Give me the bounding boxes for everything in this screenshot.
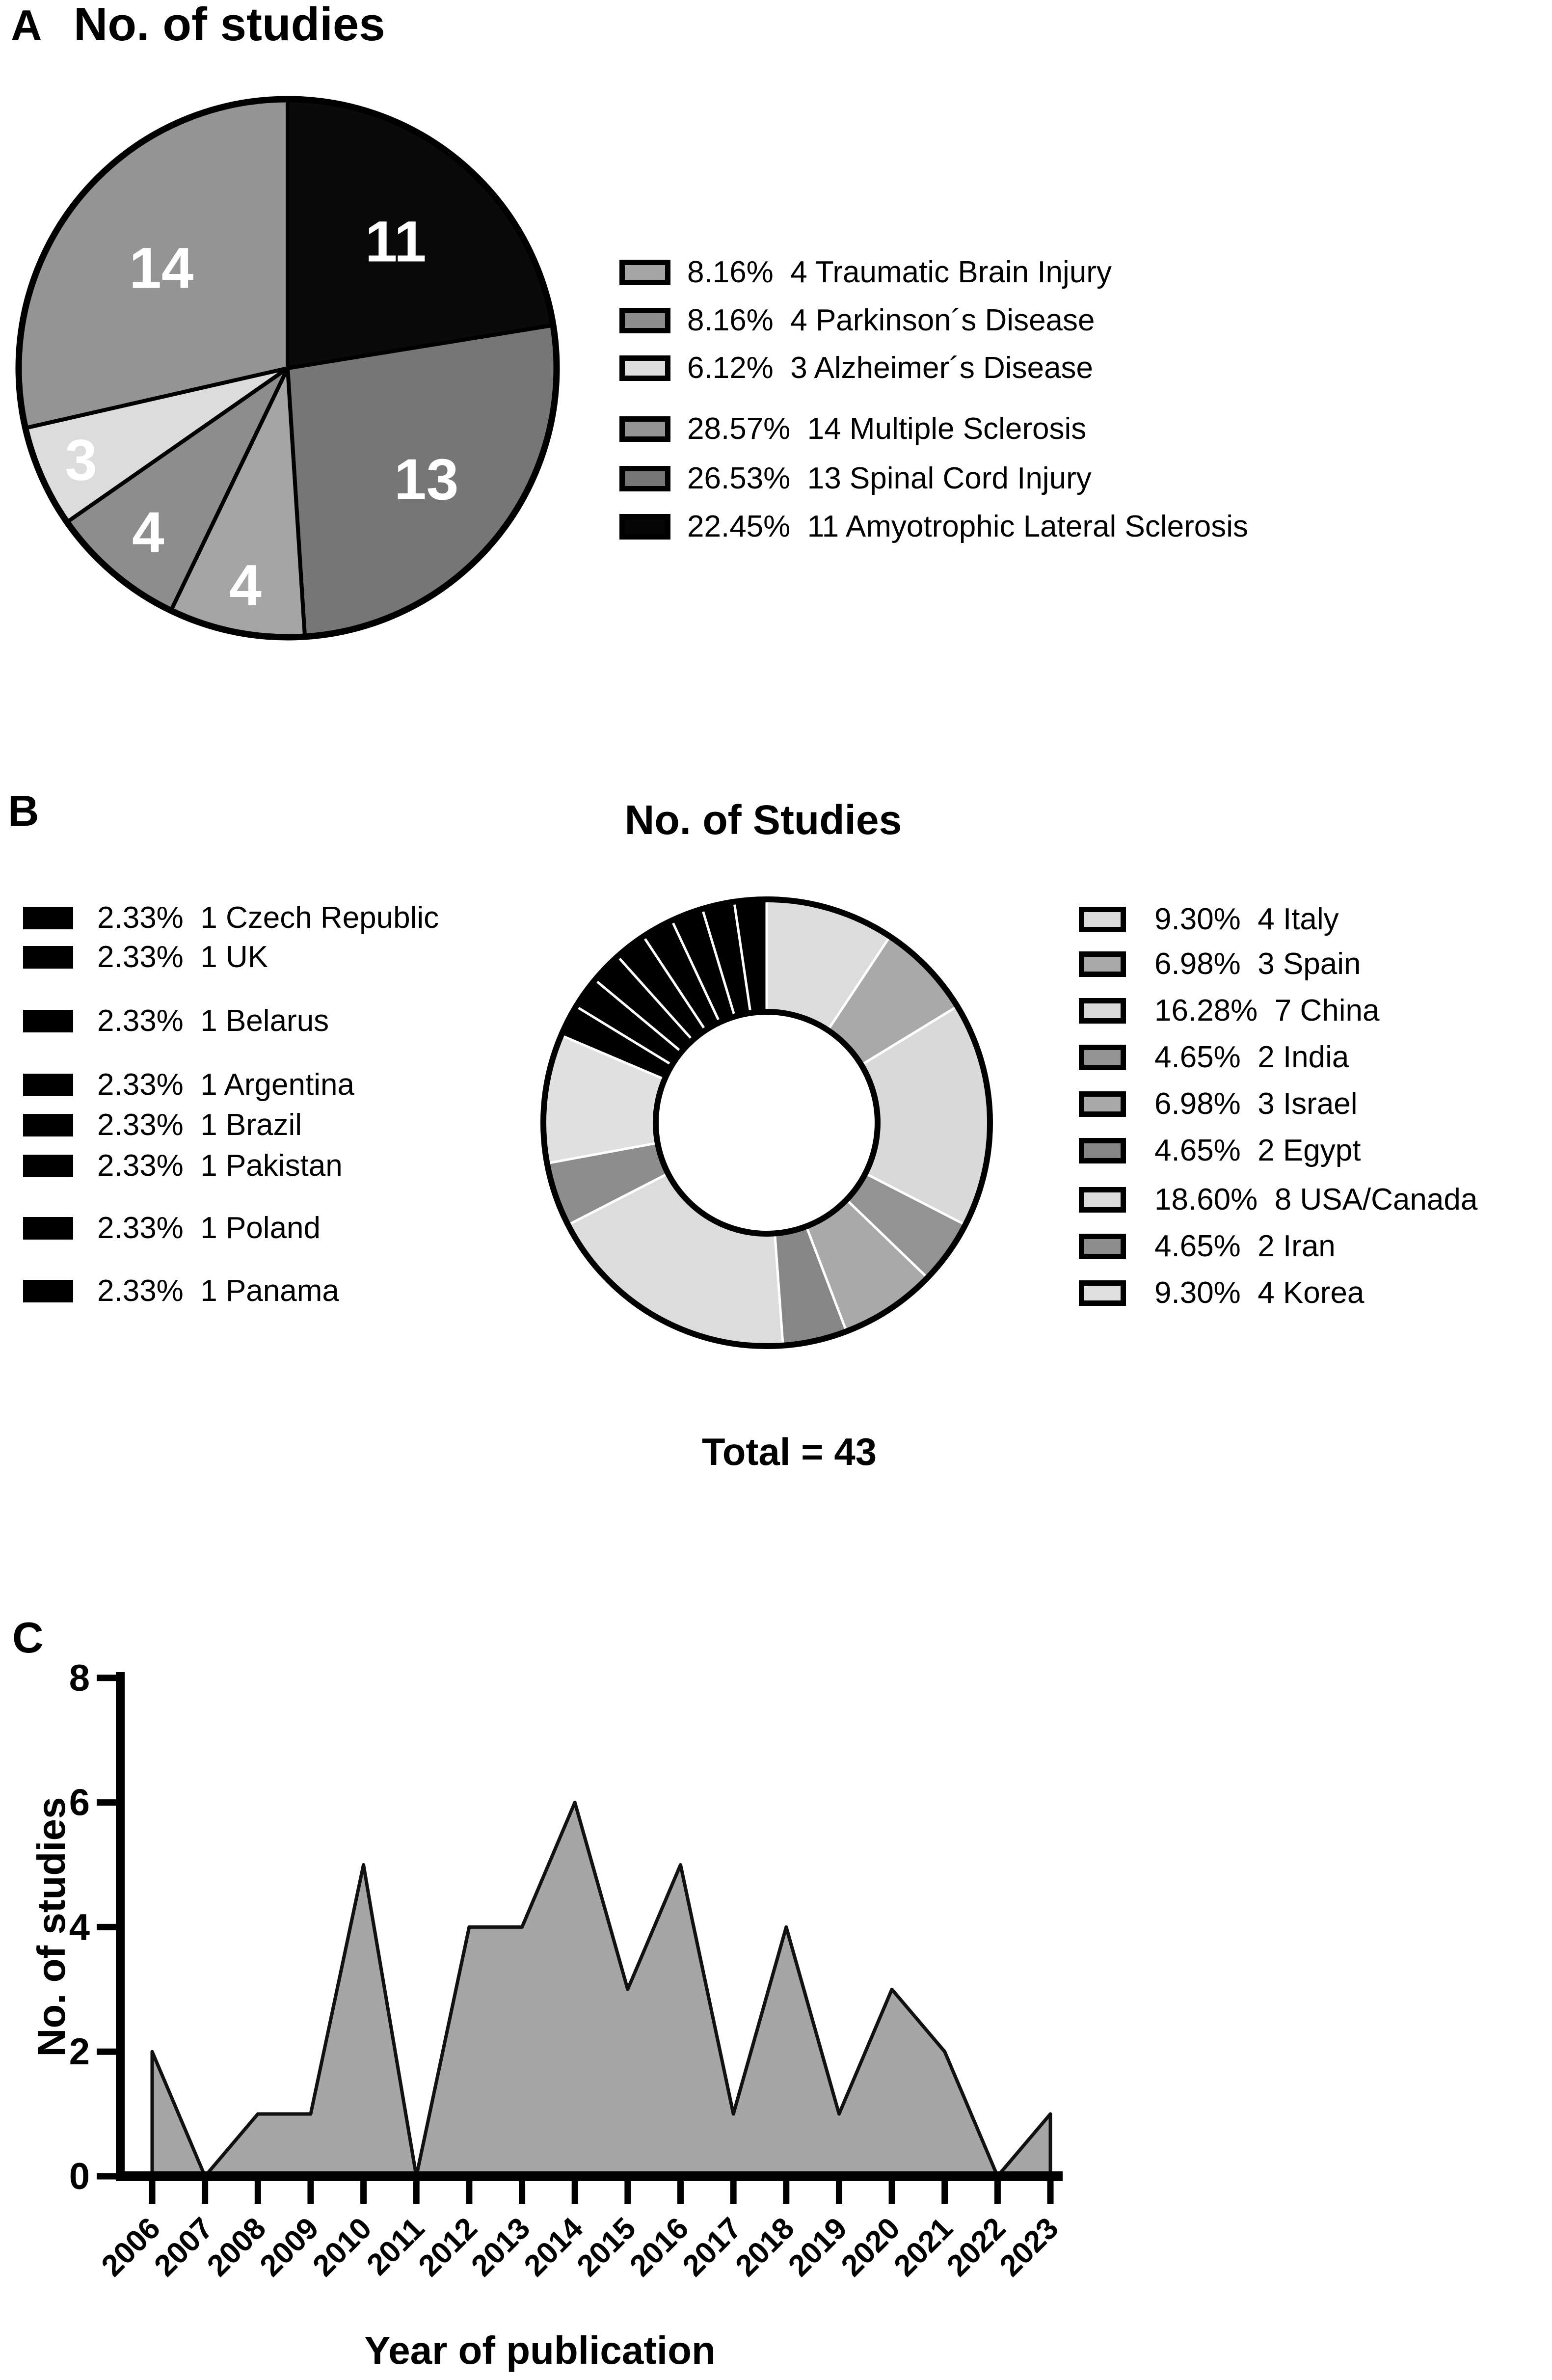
x-axis-year-label: 2023 [993, 2211, 1065, 2283]
legend-label-argentina: 2.33% 1 Argentina [97, 1068, 354, 1102]
legend-swatch-india [1079, 1045, 1126, 1070]
legend-label-china: 16.28% 7 China [1154, 994, 1380, 1028]
panel-b-letter: B [8, 786, 39, 835]
legend-swatch-parkinson-s-disease [619, 308, 670, 333]
legend-label-egypt: 4.65% 2 Egypt [1154, 1134, 1361, 1167]
legend-label-parkinson-s-disease: 8.16% 4 Parkinson´s Disease [687, 303, 1095, 337]
x-axis-title: Year of publication [364, 2328, 716, 2372]
pie-slice-value-label: 11 [365, 209, 427, 274]
donut-chart-countries [511, 867, 1022, 1378]
legend-label-panama: 2.33% 1 Panama [97, 1274, 339, 1308]
pie-a-title: No. of studies [74, 0, 385, 51]
y-axis-tick-label: 6 [69, 1782, 90, 1824]
pie-slice-value-label: 13 [394, 447, 459, 512]
legend-swatch-czech-republic [23, 907, 73, 929]
pie-chart-diseases [8, 88, 567, 648]
legend-label-uk: 2.33% 1 UK [97, 940, 268, 974]
legend-label-iran: 4.65% 2 Iran [1154, 1229, 1336, 1263]
x-axis-year-label: 2019 [782, 2211, 854, 2283]
y-axis-tick-label: 4 [69, 1906, 90, 1948]
legend-label-india: 4.65% 2 India [1154, 1040, 1349, 1074]
y-axis-tick-label: 2 [69, 2031, 90, 2073]
legend-swatch-pakistan [23, 1155, 73, 1177]
legend-label-spain: 6.98% 3 Spain [1154, 947, 1361, 981]
x-axis-year-label: 2007 [148, 2211, 220, 2283]
legend-swatch-spinal-cord-injury [619, 466, 670, 491]
x-axis-year-label: 2012 [412, 2211, 484, 2283]
x-axis-year-label: 2009 [253, 2211, 325, 2283]
pie-slice-value-label: 4 [132, 500, 164, 566]
area-series-studies [152, 1803, 1050, 2176]
x-axis-year-label: 2021 [887, 2211, 960, 2283]
x-axis-year-label: 2008 [200, 2211, 273, 2283]
x-axis-year-label: 2016 [623, 2211, 696, 2283]
legend-label-spinal-cord-injury: 26.53% 13 Spinal Cord Injury [687, 461, 1092, 495]
legend-label-pakistan: 2.33% 1 Pakistan [97, 1149, 343, 1183]
legend-swatch-argentina [23, 1074, 73, 1096]
y-axis-tick-label: 8 [69, 1657, 90, 1699]
x-axis-year-label: 2017 [676, 2211, 749, 2283]
pie-slice-value-label: 14 [129, 236, 194, 301]
x-axis-year-label: 2018 [729, 2211, 801, 2283]
legend-swatch-belarus [23, 1010, 73, 1032]
legend-swatch-iran [1079, 1234, 1126, 1259]
legend-label-israel: 6.98% 3 Israel [1154, 1087, 1358, 1121]
legend-label-amyotrophic-lateral-sclerosis: 22.45% 11 Amyotrophic Lateral Sclerosis [687, 510, 1249, 543]
legend-label-czech-republic: 2.33% 1 Czech Republic [97, 901, 439, 935]
legend-swatch-usa-canada [1079, 1187, 1126, 1213]
legend-swatch-alzheimer-s-disease [619, 355, 670, 381]
legend-swatch-poland [23, 1217, 73, 1240]
legend-label-poland: 2.33% 1 Poland [97, 1211, 321, 1245]
legend-swatch-egypt [1079, 1138, 1126, 1163]
x-axis-year-label: 2006 [95, 2211, 167, 2283]
legend-swatch-multiple-sclerosis [619, 416, 670, 442]
x-axis-year-label: 2010 [306, 2211, 378, 2283]
legend-swatch-korea [1079, 1280, 1126, 1306]
x-axis-year-label: 2020 [834, 2211, 907, 2283]
legend-swatch-traumatic-brain-injury [619, 260, 670, 285]
x-axis-year-label: 2015 [570, 2211, 642, 2283]
pie-slice-value-label: 4 [229, 553, 262, 618]
x-axis-year-label: 2011 [360, 2211, 431, 2282]
legend-label-korea: 9.30% 4 Korea [1154, 1276, 1365, 1310]
legend-label-alzheimer-s-disease: 6.12% 3 Alzheimer´s Disease [687, 351, 1094, 385]
pie-slice-value-label: 3 [65, 428, 97, 493]
legend-swatch-israel [1079, 1091, 1126, 1117]
total-label: Total = 43 [701, 1430, 877, 1473]
donut-b-title: No. of Studies [624, 797, 902, 843]
legend-label-italy: 9.30% 4 Italy [1154, 902, 1339, 936]
y-axis-tick-label: 0 [69, 2156, 90, 2197]
legend-swatch-brazil [23, 1114, 73, 1136]
panel-a-letter: A [11, 1, 42, 50]
legend-label-multiple-sclerosis: 28.57% 14 Multiple Sclerosis [687, 412, 1087, 446]
legend-swatch-amyotrophic-lateral-sclerosis [619, 514, 670, 540]
legend-label-usa-canada: 18.60% 8 USA/Canada [1154, 1183, 1478, 1217]
area-chart-years [0, 1610, 1178, 2380]
legend-label-brazil: 2.33% 1 Brazil [97, 1108, 302, 1142]
x-axis-year-label: 2022 [940, 2211, 1013, 2283]
legend-swatch-italy [1079, 907, 1126, 932]
legend-label-belarus: 2.33% 1 Belarus [97, 1004, 329, 1038]
x-axis-year-label: 2013 [465, 2211, 537, 2283]
legend-swatch-spain [1079, 951, 1126, 977]
legend-swatch-panama [23, 1280, 73, 1302]
legend-label-traumatic-brain-injury: 8.16% 4 Traumatic Brain Injury [687, 255, 1112, 289]
panel-c-letter: C [12, 1613, 44, 1662]
y-axis-title: No. of studies [29, 1797, 73, 2057]
legend-swatch-china [1079, 998, 1126, 1024]
legend-swatch-uk [23, 946, 73, 969]
x-axis-year-label: 2014 [517, 2211, 590, 2283]
donut-inner-ring [656, 1012, 878, 1234]
